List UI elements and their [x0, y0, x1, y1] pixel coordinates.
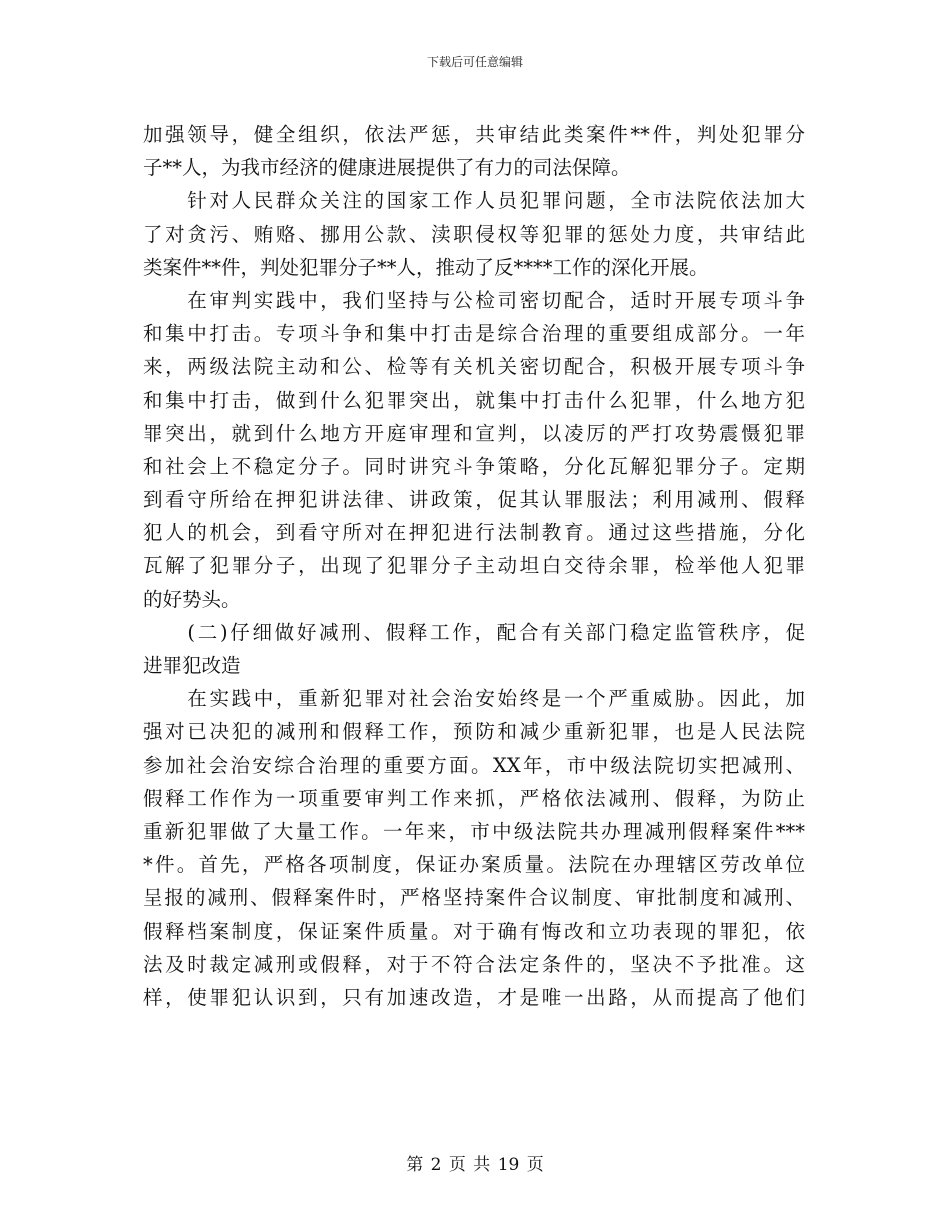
- text-line: 强对已决犯的减刑和假释工作，预防和减少重新犯罪，也是人民法院: [143, 720, 805, 744]
- section-heading-line: (二)仔细做好减刑、假释工作，配合有关部门稳定监管秩序，促: [143, 620, 805, 644]
- text-line: 假释工作作为一项重要审判工作来抓，严格依法减刑、假释，为防止: [143, 786, 805, 810]
- page-header: 下载后可任意编辑: [426, 55, 523, 69]
- text-line: 瓦解了犯罪分子，出现了犯罪分子主动坦白交待余罪，检举他人犯罪: [143, 554, 805, 578]
- text-line: 了对贪污、贿赂、挪用公款、渎职侵权等犯罪的惩处力度，共审结此: [143, 222, 805, 246]
- text-line: 罪突出，就到什么地方开庭审理和宣判，以凌厉的严打攻势震慑犯罪: [143, 421, 805, 445]
- text-line: 法及时裁定减刑或假释，对于不符合法定条件的，坚决不予批准。这: [143, 952, 805, 976]
- text-line: 到看守所给在押犯讲法律、讲政策，促其认罪服法；利用减刑、假释: [143, 488, 805, 512]
- text-line: 样，使罪犯认识到，只有加速改造，才是唯一出路，从而提高了他们: [143, 985, 805, 1009]
- text-line: 参加社会治安综合治理的重要方面。XX年，市中级法院切实把减刑、: [143, 753, 805, 777]
- text-line: 和集中打击，做到什么犯罪突出，就集中打击什么犯罪，什么地方犯: [143, 388, 805, 412]
- text-line: 加强领导，健全组织，依法严惩，共审结此类案件**件，判处犯罪分: [143, 123, 805, 146]
- text-line: 和社会上不稳定分子。同时讲究斗争策略，分化瓦解犯罪分子。定期: [143, 454, 805, 478]
- text-line: *件。首先，严格各项制度，保证办案质量。法院在办理辖区劳改单位: [143, 853, 805, 877]
- text-line: 在审判实践中，我们坚持与公检司密切配合，适时开展专项斗争: [143, 288, 805, 312]
- text-line: 在实践中，重新犯罪对社会治安始终是一个严重威胁。因此，加: [143, 687, 805, 711]
- text-line: 来，两级法院主动和公、检等有关机关密切配合，积极开展专项斗争: [143, 355, 805, 379]
- document-body: [143, 118, 805, 1014]
- page-number-footer: 第 2 页 共 19 页: [406, 1155, 544, 1175]
- text-line: 类案件**件，判处犯罪分子**人，推动了反****工作的深化开展。: [143, 255, 709, 279]
- text-line: 犯人的机会，到看守所对在押犯进行法制教育。通过这些措施，分化: [143, 521, 805, 545]
- text-line: 和集中打击。专项斗争和集中打击是综合治理的重要组成部分。一年: [143, 322, 805, 346]
- text-line: 的好势头。: [143, 587, 241, 611]
- text-line: 子**人，为我市经济的健康进展提供了有力的司法保障。: [143, 156, 631, 180]
- text-line: 针对人民群众关注的国家工作人员犯罪问题，全市法院依法加大: [143, 189, 805, 213]
- section-heading-line: 进罪犯改造: [143, 654, 241, 677]
- text-line: 重新犯罪做了大量工作。一年来，市中级法院共办理减刑假释案件***: [143, 819, 805, 843]
- text-line: 假释档案制度，保证案件质量。对于确有悔改和立功表现的罪犯，依: [143, 919, 805, 943]
- text-line: 呈报的减刑、假释案件时，严格坚持案件合议制度、审批制度和减刑、: [143, 886, 805, 910]
